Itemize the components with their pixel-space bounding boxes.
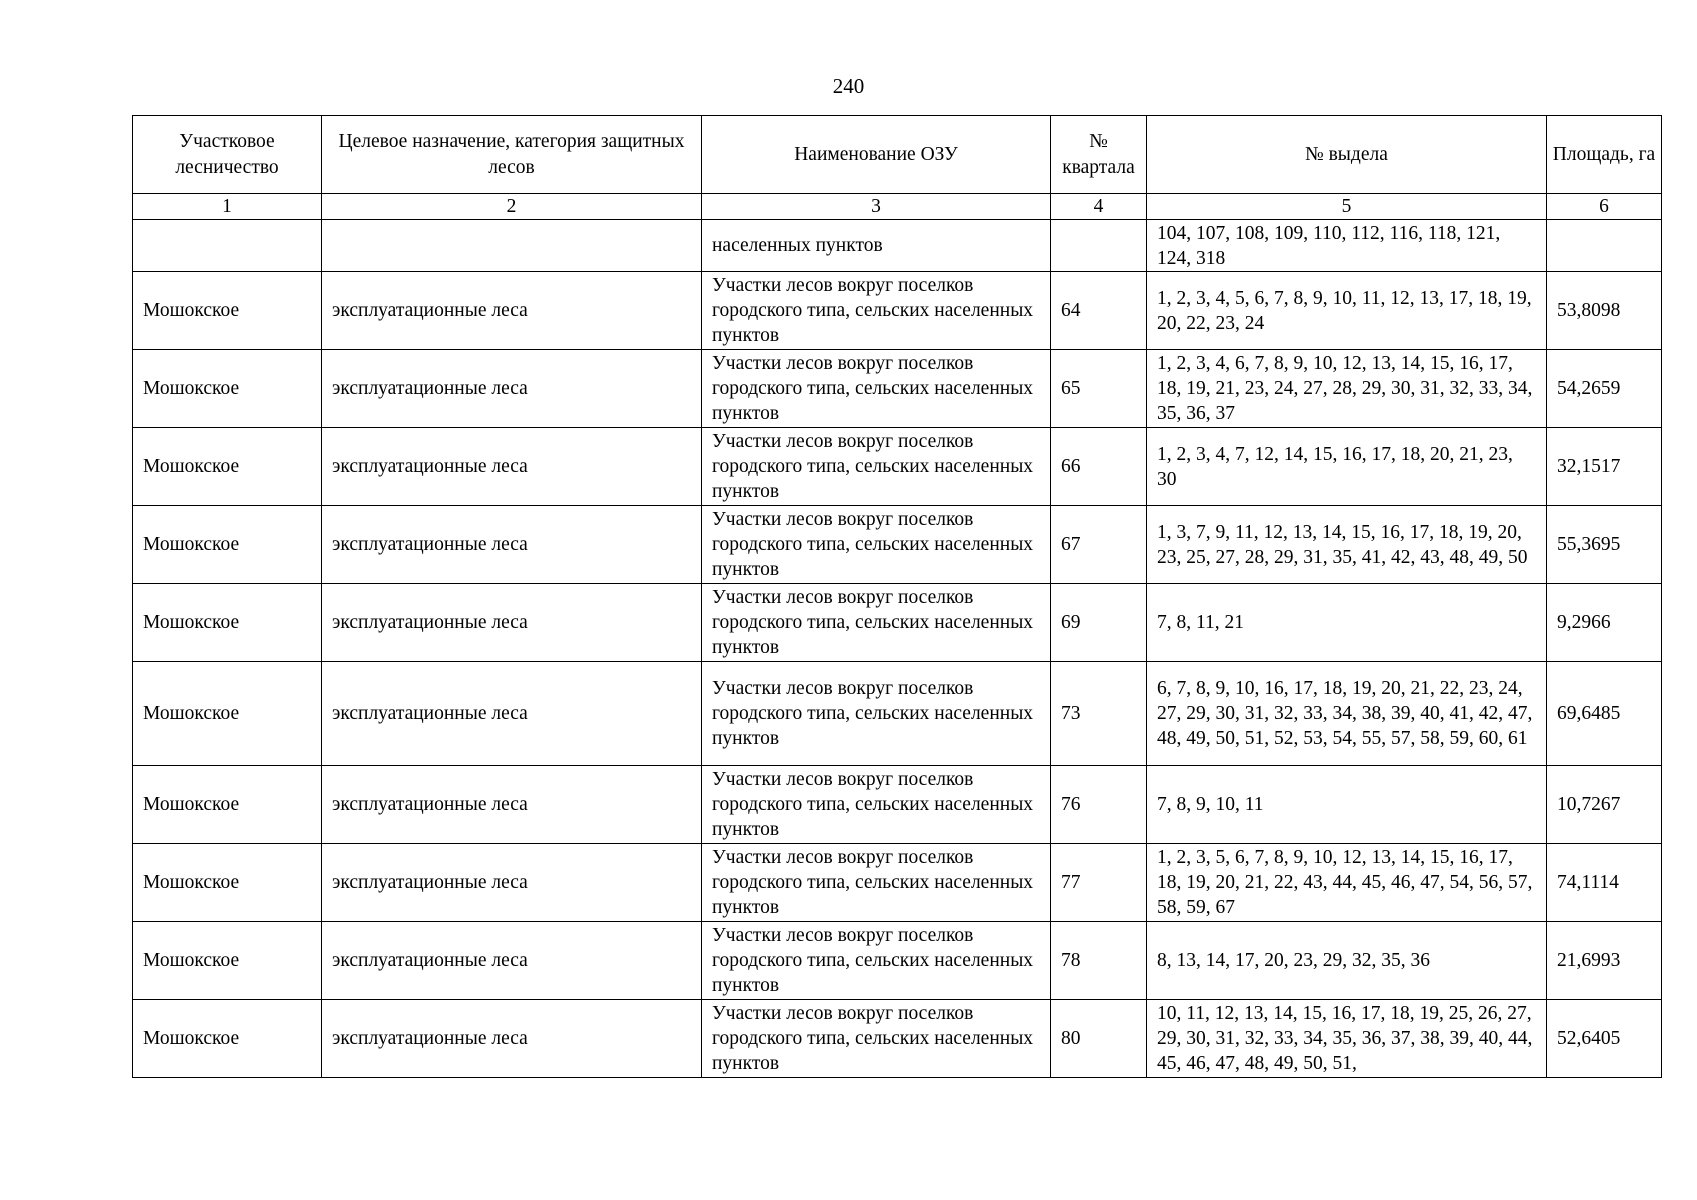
table-row: [133, 844, 1662, 922]
column-number: 2: [322, 194, 702, 220]
forestry-cell: Мошокское: [133, 584, 322, 662]
plots-cell: 1, 3, 7, 9, 11, 12, 13, 14, 15, 16, 17, 18, 19, 20, 23, 25, 27, 28, 29, 31, 35, 41, 42, 43, 48, 49, 50: [1147, 506, 1547, 584]
purpose-cell: эксплуатационные леса: [322, 350, 702, 428]
forestry-cell: Мошокское: [133, 350, 322, 428]
header-area: Площадь, га: [1547, 116, 1662, 194]
area-cell: 55,3695: [1547, 506, 1662, 584]
plots-cell: 6, 7, 8, 9, 10, 16, 17, 18, 19, 20, 21, 22, 23, 24, 27, 29, 30, 31, 32, 33, 34, 38, 39, 40, 41, 42, 47, 48, 49, 50, 51, 52, 53, 54, 55, 57, 58, 59, 60, 61: [1147, 662, 1547, 766]
purpose-cell: эксплуатационные леса: [322, 506, 702, 584]
forestry-cell: Мошокское: [133, 428, 322, 506]
area-cell: [1547, 220, 1662, 272]
forestry-cell: Мошокское: [133, 1000, 322, 1078]
quarter-cell: 73: [1051, 662, 1147, 766]
forestry-cell: Мошокское: [133, 922, 322, 1000]
forestry-cell: [133, 220, 322, 272]
plots-cell: 7, 8, 9, 10, 11: [1147, 766, 1547, 844]
plots-cell: 10, 11, 12, 13, 14, 15, 16, 17, 18, 19, 25, 26, 27, 29, 30, 31, 32, 33, 34, 35, 36, 37, 38, 39, 40, 44, 45, 46, 47, 48, 49, 50, 51,: [1147, 1000, 1547, 1078]
area-cell: 74,1114: [1547, 844, 1662, 922]
plots-cell: 1, 2, 3, 4, 6, 7, 8, 9, 10, 12, 13, 14, 15, 16, 17, 18, 19, 21, 23, 24, 27, 28, 29, 30, 31, 32, 33, 34, 35, 36, 37: [1147, 350, 1547, 428]
purpose-cell: эксплуатационные леса: [322, 662, 702, 766]
quarter-cell: 67: [1051, 506, 1147, 584]
plots-cell: 104, 107, 108, 109, 110, 112, 116, 118, 121, 124, 318: [1147, 220, 1547, 272]
quarter-cell: 69: [1051, 584, 1147, 662]
ozu-name-cell: Участки лесов вокруг поселков городского типа, сельских населенных пунктов: [702, 506, 1051, 584]
purpose-cell: эксплуатационные леса: [322, 766, 702, 844]
quarter-cell: 65: [1051, 350, 1147, 428]
header-purpose: Целевое назначение, категория защитных лесов: [322, 116, 702, 194]
forestry-cell: Мошокское: [133, 272, 322, 350]
ozu-name-cell: Участки лесов вокруг поселков городского типа, сельских населенных пунктов: [702, 350, 1051, 428]
table-row: [133, 584, 1662, 662]
table-row: [133, 506, 1662, 584]
table-row: [133, 350, 1662, 428]
quarter-cell: [1051, 220, 1147, 272]
quarter-cell: 78: [1051, 922, 1147, 1000]
ozu-name-cell: Участки лесов вокруг поселков городского типа, сельских населенных пунктов: [702, 766, 1051, 844]
forestry-cell: Мошокское: [133, 844, 322, 922]
column-number: 6: [1547, 194, 1662, 220]
column-number: 3: [702, 194, 1051, 220]
quarter-cell: 80: [1051, 1000, 1147, 1078]
purpose-cell: [322, 220, 702, 272]
purpose-cell: эксплуатационные леса: [322, 584, 702, 662]
plots-cell: 7, 8, 11, 21: [1147, 584, 1547, 662]
area-cell: 9,2966: [1547, 584, 1662, 662]
ozu-name-cell: Участки лесов вокруг поселков городского типа, сельских населенных пунктов: [702, 922, 1051, 1000]
ozu-name-cell: Участки лесов вокруг поселков городского типа, сельских населенных пунктов: [702, 272, 1051, 350]
table-row: [133, 1000, 1662, 1078]
plots-cell: 1, 2, 3, 4, 7, 12, 14, 15, 16, 17, 18, 20, 21, 23, 30: [1147, 428, 1547, 506]
purpose-cell: эксплуатационные леса: [322, 1000, 702, 1078]
area-cell: 69,6485: [1547, 662, 1662, 766]
page-number: 240: [832, 74, 865, 98]
purpose-cell: эксплуатационные леса: [322, 844, 702, 922]
area-cell: 10,7267: [1547, 766, 1662, 844]
table-row: [133, 766, 1662, 844]
forestry-cell: Мошокское: [133, 766, 322, 844]
header-forestry: Участковое лесничество: [133, 116, 322, 194]
ozu-name-cell: Участки лесов вокруг поселков городского типа, сельских населенных пунктов: [702, 584, 1051, 662]
purpose-cell: эксплуатационные леса: [322, 272, 702, 350]
forestry-cell: Мошокское: [133, 662, 322, 766]
area-cell: 52,6405: [1547, 1000, 1662, 1078]
purpose-cell: эксплуатационные леса: [322, 428, 702, 506]
table-row: [133, 428, 1662, 506]
area-cell: 54,2659: [1547, 350, 1662, 428]
area-cell: 21,6993: [1547, 922, 1662, 1000]
table-row: [133, 922, 1662, 1000]
forestry-cell: Мошокское: [133, 506, 322, 584]
column-number: 4: [1051, 194, 1147, 220]
ozu-name-cell: населенных пунктов: [702, 220, 1051, 272]
quarter-cell: 77: [1051, 844, 1147, 922]
column-number: 1: [133, 194, 322, 220]
header-quarter: № квартала: [1051, 116, 1147, 194]
ozu-name-cell: Участки лесов вокруг поселков городского типа, сельских населенных пунктов: [702, 844, 1051, 922]
table-header-row: [133, 116, 1662, 194]
ozu-name-cell: Участки лесов вокруг поселков городского типа, сельских населенных пунктов: [702, 1000, 1051, 1078]
ozu-name-cell: Участки лесов вокруг поселков городского типа, сельских населенных пунктов: [702, 662, 1051, 766]
quarter-cell: 76: [1051, 766, 1147, 844]
area-cell: 53,8098: [1547, 272, 1662, 350]
header-plots: № выдела: [1147, 116, 1547, 194]
ozu-name-cell: Участки лесов вокруг поселков городского типа, сельских населенных пунктов: [702, 428, 1051, 506]
area-cell: 32,1517: [1547, 428, 1662, 506]
header-ozu-name: Наименование ОЗУ: [702, 116, 1051, 194]
quarter-cell: 66: [1051, 428, 1147, 506]
table-row-continuation: [133, 220, 1662, 272]
plots-cell: 1, 2, 3, 4, 5, 6, 7, 8, 9, 10, 11, 12, 13, 17, 18, 19, 20, 22, 23, 24: [1147, 272, 1547, 350]
plots-cell: 8, 13, 14, 17, 20, 23, 29, 32, 35, 36: [1147, 922, 1547, 1000]
column-number-row: [133, 194, 1662, 220]
table-row: [133, 662, 1662, 766]
purpose-cell: эксплуатационные леса: [322, 922, 702, 1000]
plots-cell: 1, 2, 3, 5, 6, 7, 8, 9, 10, 12, 13, 14, 15, 16, 17, 18, 19, 20, 21, 22, 43, 44, 45, 46, 47, 54, 56, 57, 58, 59, 67: [1147, 844, 1547, 922]
table-row: [133, 272, 1662, 350]
column-number: 5: [1147, 194, 1547, 220]
forest-plots-table: [132, 115, 1662, 1078]
quarter-cell: 64: [1051, 272, 1147, 350]
